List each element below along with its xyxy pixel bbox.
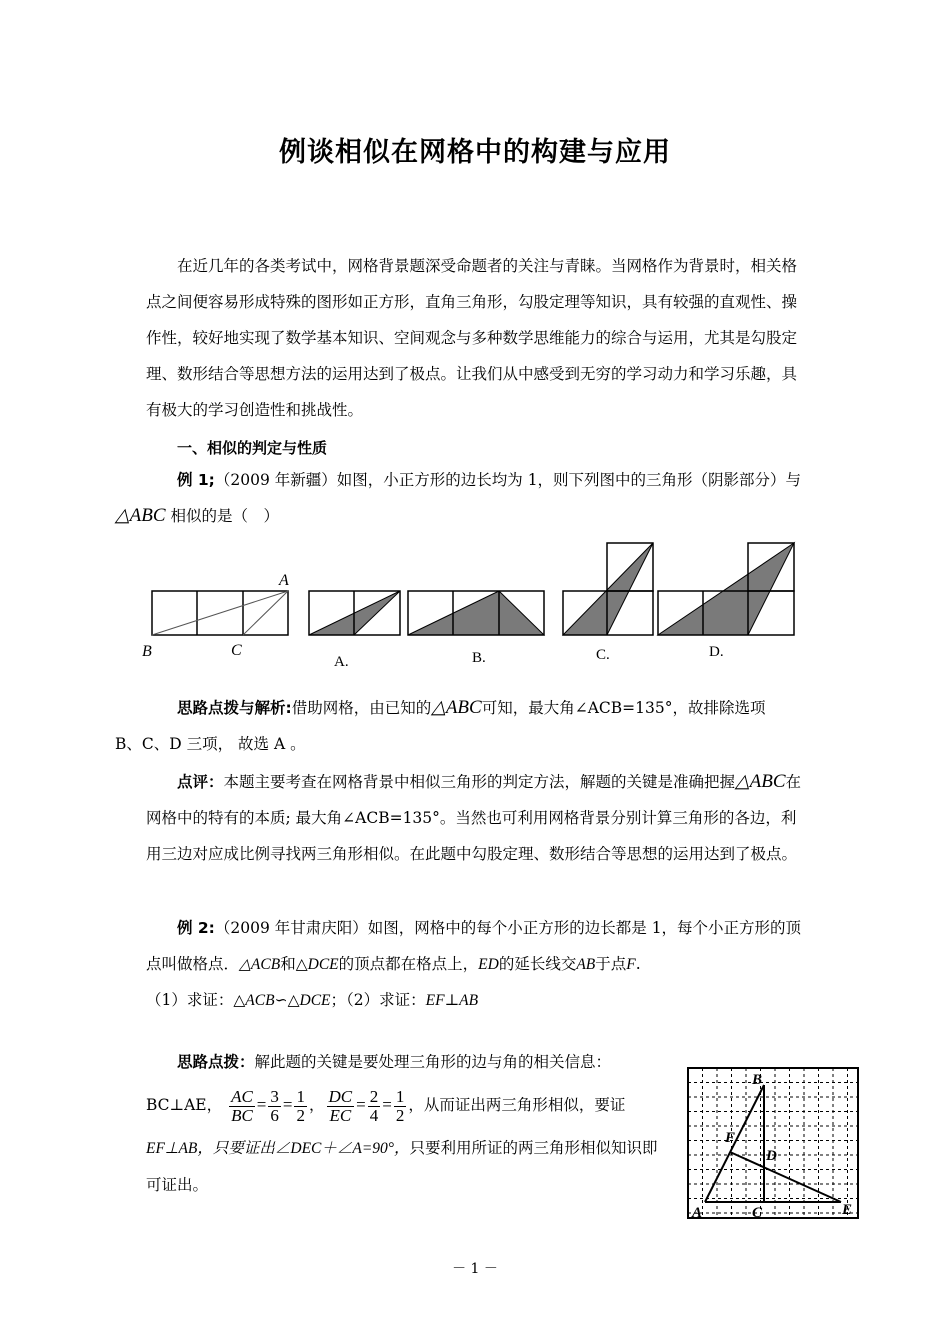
option-d-figure xyxy=(658,543,794,635)
fraction-1-2b: $\frac{1}{2}$ xyxy=(395,1086,405,1125)
example-2-text-and: 和△ xyxy=(280,955,308,973)
option-a-label: A. xyxy=(334,654,349,670)
example-2-tri-acb: △ACB xyxy=(239,956,281,973)
triangle-abc: △ABC xyxy=(115,505,166,526)
hint-2-text-5: 只要利用所证的两三角形相似知识即可证出。 xyxy=(146,1139,658,1194)
option-a-figure xyxy=(309,591,400,635)
comment-1-text: 本题主要考查在网格背景中相似三角形的判定方法，解题的关键是准确把握 xyxy=(223,773,736,791)
question-1-prefix: （1）求证：△ xyxy=(146,991,246,1009)
analysis-1-triangle: △ABC xyxy=(431,697,482,718)
fraction-2-4: $\frac{2}{4}$ xyxy=(369,1086,379,1125)
question-2-ab: AB xyxy=(459,992,479,1009)
comma: ， xyxy=(408,1096,424,1114)
example-2-ab: AB xyxy=(576,956,596,973)
segment-ba xyxy=(152,591,288,635)
question-1-dce: DCE xyxy=(299,992,331,1009)
question-1-acb: ACB xyxy=(245,992,275,1009)
fraction-dc-ec: $\frac{DC}{EC}$ xyxy=(328,1086,353,1125)
intro-paragraph xyxy=(146,248,806,428)
example-2-f: F xyxy=(626,956,636,973)
hint-2-text: 解此题的关键是要处理三角形的边与角的相关信息： xyxy=(254,1053,612,1071)
example-2 xyxy=(146,910,806,983)
question-2-ef: EF xyxy=(425,992,445,1009)
point-d-label: D xyxy=(766,1148,777,1164)
example-1-text: （2009 年新疆）如图，小正方形的边长均为 1，则下列图中的三角形（阴影部分）与 xyxy=(214,471,802,489)
example-1-text-2: 相似的是（ ） xyxy=(170,507,279,525)
equals-sign: = xyxy=(382,1095,392,1114)
hint-2-text-4: EF⊥AB，只要证出∠DEC＋∠A=90°， xyxy=(146,1140,410,1157)
comment-1-text-2: 在网格中的特有的本质; 最大角∠ACB=135°。当然也可利用网格背景分别计算三角形的各边，利用三边对应成比例寻找两三角形相似。在此题中勾股定理、数形结合等思想的运用达到了极点。 xyxy=(146,773,802,863)
option-c-figure xyxy=(563,543,653,635)
example-2-ed: ED xyxy=(478,956,499,973)
page-number: － 1 － xyxy=(452,1261,498,1277)
analysis-1-text-3: B、C、D 三项， 故选 A 。 xyxy=(115,735,306,753)
question-2-perp: ⊥ xyxy=(444,991,460,1009)
segment-ca xyxy=(243,591,288,635)
fraction-3-6: $\frac{3}{6}$ xyxy=(270,1086,279,1125)
comment-1-label: 点评： xyxy=(177,773,224,791)
equals-sign: = xyxy=(256,1095,267,1114)
option-b-figure xyxy=(408,591,544,635)
point-b-label: B xyxy=(752,1072,763,1088)
hint-2-conclusion xyxy=(146,1130,666,1203)
example-2-text-extend: 的延长线交 xyxy=(498,955,577,973)
comment-1-triangle: △ABC xyxy=(735,771,786,792)
point-e-label: E xyxy=(842,1202,853,1218)
example-2-text-point: 于点 xyxy=(595,955,627,973)
analysis-1 xyxy=(115,690,806,762)
hint-2-bc-perp: BC⊥AE， xyxy=(146,1096,223,1114)
example-1 xyxy=(115,462,806,534)
option-c-label: C. xyxy=(596,647,610,663)
point-b-label: B xyxy=(142,643,152,660)
page-title: 例谈相似在网格中的构建与应用 xyxy=(279,137,671,168)
example-2-tri-dce: DCE xyxy=(307,956,339,973)
example-2-label: 例 2: xyxy=(177,919,215,937)
example-2-period: . xyxy=(635,955,641,973)
section-heading: 一、相似的判定与性质 xyxy=(177,439,328,457)
option-b-label: B. xyxy=(472,650,486,666)
figure-2 xyxy=(680,1060,880,1230)
intro-text: 在近几年的各类考试中，网格背景题深受命题者的关注与青睐。当网格作为背景时，相关格点之间便容易形成特殊的图形如正方形，直角三角形，勾股定理等知识，具有较强的直观性、操作性，较好地实现了数学基本知识、空间观念与多种数学思维能力的综合与运用，尤其是勾股定理、数形结合等思想方法的运用达到了极点。让我们从中感受到无穷的学习动力和学习乐趣，具有极大的学习创造性和挑战性。 xyxy=(146,257,798,419)
fraction-ac-bc: $\frac{AC}{BC}$ xyxy=(231,1086,253,1125)
example-2-text-vertices: 的顶点都在格点上， xyxy=(338,955,479,973)
analysis-1-text: 借助网格，由已知的 xyxy=(291,699,432,717)
comma: ， xyxy=(308,1096,325,1114)
question-1-similar: ∽△ xyxy=(274,991,300,1009)
question-2-prefix: ；（2）求证： xyxy=(330,991,426,1009)
example-2-text: （2009 年甘肃庆阳）如图，网格中的每个小正方形的边长都是 1，每个小正方形的顶点叫做格点． xyxy=(146,919,802,973)
dashed-grid xyxy=(688,1068,858,1218)
equals-sign: = xyxy=(356,1095,366,1114)
point-c-label: C xyxy=(752,1205,763,1221)
point-c-label: C xyxy=(231,642,242,659)
hint-2-label: 思路点拨： xyxy=(177,1053,255,1071)
option-d-label: D. xyxy=(709,644,724,660)
example-2-questions xyxy=(146,982,806,1019)
hint-2-text-3: 从而证出两三角形相似，要证 xyxy=(423,1096,626,1114)
hint-2 xyxy=(146,1044,666,1080)
figure-1 xyxy=(0,538,950,678)
equals-sign: = xyxy=(282,1095,293,1114)
point-a-label: A xyxy=(279,572,289,589)
analysis-1-label: 思路点拨与解析: xyxy=(177,699,292,717)
point-a-label: A xyxy=(692,1205,703,1221)
hint-2-formula xyxy=(146,1083,676,1127)
comment-1 xyxy=(146,764,806,872)
example-1-label: 例 1; xyxy=(177,471,215,489)
fraction-1-2: $\frac{1}{2}$ xyxy=(296,1086,305,1125)
analysis-1-text-2: 可知，最大角∠ACB=135°，故排除选项 xyxy=(481,699,766,717)
point-f-label: F xyxy=(725,1130,736,1146)
